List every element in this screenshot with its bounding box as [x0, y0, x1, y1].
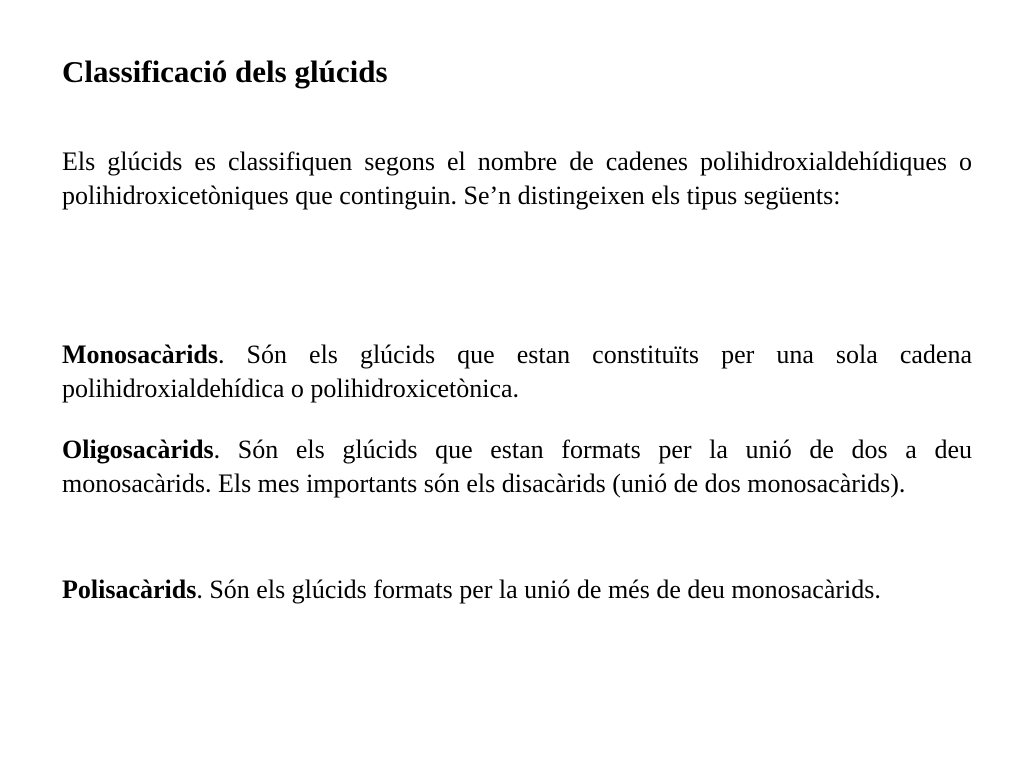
polysaccharides-term: Polisacàrids [62, 575, 197, 604]
monosaccharides-definition: . Són els glúcids que estan constituïts per una sola cadena polihidroxialdehídica o polihidroxicetònica. [62, 340, 972, 403]
intro-paragraph: Els glúcids es classifiquen segons el nombre de cadenes polihidroxialdehídiques o polihidroxicetòniques que continguin. Se’n distingeixen els tipus següents: [62, 147, 972, 210]
slide [62, 0, 972, 768]
polysaccharides-paragraph [62, 573, 972, 607]
slide-title: Classificació dels glúcids [62, 54, 388, 89]
polysaccharides-definition: . Són els glúcids formats per la unió de més de deu monosacàrids. [196, 575, 881, 604]
monosaccharides-paragraph [62, 338, 972, 406]
monosaccharides-term: Monosacàrids [62, 340, 218, 369]
oligosaccharides-term: Oligosacàrids [62, 435, 214, 464]
oligosaccharides-definition: . Són els glúcids que estan formats per la unió de dos a deu monosacàrids. Els mes importants són els disacàrids (unió de dos monosacàrids). [62, 435, 972, 498]
oligosaccharides-paragraph [62, 433, 972, 501]
